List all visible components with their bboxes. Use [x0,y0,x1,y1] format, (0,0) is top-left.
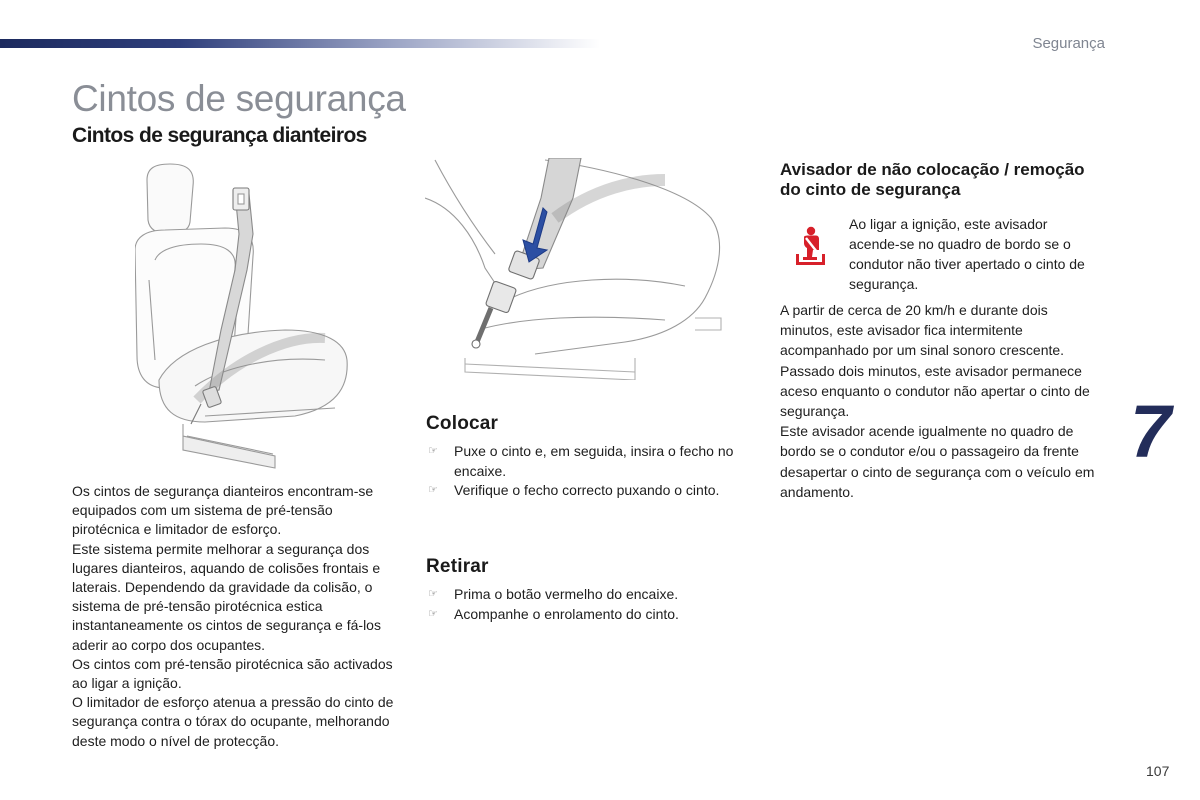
buckle-illustration [425,158,725,380]
seatbelt-warning-icon [792,226,828,266]
page-number: 107 [1146,763,1170,779]
chapter-number: 7 [1130,390,1172,473]
retirar-list [426,585,756,624]
section-label: Segurança [1032,35,1105,52]
list-item [426,605,756,625]
intro-paragraph: O limitador de esforço atenua a pressão do cinto de segurança contra o tórax do ocupante, melhorando deste modo o nível de protecção. [72,694,394,749]
header-rule [0,39,600,48]
aviso-intro: Ao ligar a ignição, este avisador acende-se no quadro de bordo se o condutor não tiver apertado o cinto de segurança. [849,216,1085,292]
aviso-heading: Avisador de não colocação / remoção do cinto de segurança [780,160,1085,199]
colocar-list [426,442,756,501]
pointing-hand-icon: ☞ [428,484,438,497]
list-item-text: Prima o botão vermelho do encaixe. [454,586,679,602]
page-title: Cintos de segurança [72,78,406,119]
colocar-heading: Colocar [426,413,499,434]
seat-illustration [135,160,355,470]
intro-paragraph: Este sistema permite melhorar a segurança dos lugares dianteiros, aquando de colisões frontais e laterais. Dependendo da gravidade da colisão, o sistema de pré-tensão pirotécnica estica instantaneamente os cintos de segurança e fá-los aderir ao corpo dos ocupantes. [72,540,381,653]
page-subtitle: Cintos de segurança dianteiros [72,124,367,147]
list-item-text: Acompanhe o enrolamento do cinto. [454,605,679,622]
intro-paragraph: Os cintos de segurança dianteiros encontram-se equipados com um sistema de pré-tensão pirotécnica e limitador de esforço. [72,483,374,538]
list-item-text: Puxe o cinto e, em seguida, insira o fecho no encaixe. [454,443,734,479]
pointing-hand-icon: ☞ [428,445,438,457]
list-item [426,585,756,605]
aviso-paragraph: Este avisador acende igualmente no quadro de bordo se o condutor e/ou o passageiro da frente desapertar o cinto de segurança com o veículo em andamento. [780,423,1095,500]
aviso-paragraph: A partir de cerca de 20 km/h e durante dois minutos, este avisador fica intermitente acompanhado por um sinal sonoro crescente. Passado dois minutos, este avisador permanece aceso enquanto o condutor não apertar o cinto de segurança. [780,302,1090,420]
pointing-hand-icon: ☞ [428,588,438,600]
aviso-body [780,300,1100,502]
retirar-heading: Retirar [426,556,489,577]
intro-paragraph: Os cintos com pré-tensão pirotécnica são activados ao ligar a ignição. [72,655,393,692]
list-item [426,442,756,481]
list-item [426,481,756,501]
list-item-text: Verifique o fecho correcto puxando o cinto. [454,482,720,499]
pointing-hand-icon: ☞ [428,607,438,620]
intro-text [72,482,402,751]
